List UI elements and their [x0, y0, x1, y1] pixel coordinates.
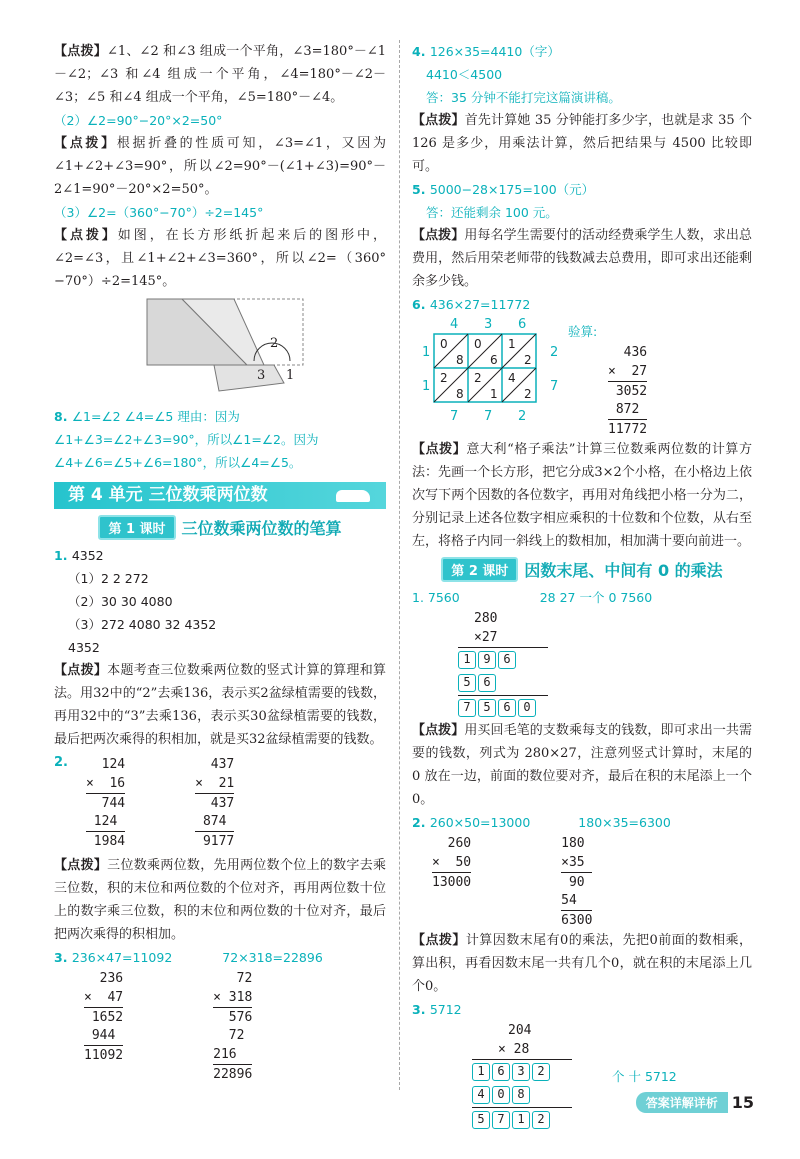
answer-line: （2）∠2=90°−20°×2=50° [54, 113, 223, 128]
lesson-header [54, 515, 386, 540]
lesson-header [412, 557, 752, 582]
answer-line: （1）2 2 272 [68, 571, 149, 586]
calc-row: 11772 [608, 419, 647, 438]
lesson-badge: 第 1 课时 [98, 515, 175, 540]
calc-row-boxed: 7 5 6 0 [458, 695, 548, 719]
calc-row-boxed: 4 0 8 [472, 1083, 572, 1107]
grid-top-digit: 6 [518, 317, 527, 332]
grid-bottom-digit: 2 [518, 409, 527, 422]
grid-bottom-digit: 7 [450, 409, 459, 422]
answer-line: 答：还能剩余 100 元。 [426, 205, 558, 220]
calc-row: 72 [213, 971, 253, 986]
vertical-calc [432, 834, 471, 929]
vertical-calc [458, 609, 752, 719]
grid-right-digit: 2 [550, 345, 559, 360]
column-divider [399, 40, 400, 1090]
tip-paragraph: 【点拨】首先计算她 35 分钟能打多少字，也就是求 35 个 126 是多少，用乘法计算，然后把结果与 4500 比较即可。 [412, 113, 752, 174]
calc-row: 6300 [561, 910, 592, 929]
grid-cell-digit: 4 [508, 371, 516, 385]
vertical-calc [472, 1021, 572, 1131]
calc-row-boxed: 5 6 [458, 671, 752, 695]
check-area [568, 320, 647, 438]
answer-line: （3）272 4080 32 4352 [68, 617, 217, 632]
grid-cell-digit: 0 [474, 337, 482, 351]
tip-paragraph: 【点拨】根据折叠的性质可知，∠3=∠1，又因为∠1+∠2+∠3=90°，所以∠2=90°－(∠1+∠3)=90°－2∠1=90°－20°×2=50°。 [54, 136, 386, 197]
page-number: 15 [731, 1093, 754, 1112]
answer-q5: 5. 5000−28×175=100（元） [412, 182, 595, 197]
unit-banner: 第 4 单元 三位数乘两位数 [54, 482, 386, 509]
calc-row: 744 [86, 793, 125, 812]
calc-row: 9177 [195, 831, 234, 850]
check-label: 验算: [568, 324, 598, 339]
calc-row: ×35 [561, 855, 585, 870]
answer-q9: 3. 5712 [412, 1002, 462, 1017]
angle-label-1: 1 [286, 368, 295, 383]
grid-top-digit: 4 [450, 317, 459, 332]
calc-row: 436 [608, 345, 648, 360]
calc-row: 54 [561, 893, 585, 908]
answer-q8: 8. ∠1=∠2 ∠4=∠5 理由：因为∠1+∠3=∠2+∠3=90°，所以∠1=∠2。因为∠4+∠6=∠5+∠6=180°，所以∠4=∠5。 [54, 409, 319, 470]
calc-row: 874 [195, 814, 235, 829]
q9-area [412, 1021, 752, 1131]
answer-q1: 1. 4352 [54, 548, 104, 563]
calc-row: 236 [84, 971, 124, 986]
calc-row: 260 [432, 836, 472, 851]
calc-row: 216 [213, 1047, 253, 1062]
vertical-calc [84, 969, 123, 1083]
grid-left-digit: 1 [422, 379, 431, 394]
tip-paragraph: 【点拨】用每名学生需要付的活动经费乘学生人数，求出总费用，然后用荣老师带的钱数减去总费用，即可求出还能剩余多少钱。 [412, 228, 752, 289]
calc-row: 437 [195, 757, 235, 772]
grid-cell-digit: 2 [524, 353, 532, 367]
calc-row: × 16 [85, 776, 126, 791]
grid-cell-digit: 8 [456, 387, 464, 401]
grid-cell-digit: 0 [440, 337, 448, 351]
calc-row: 3052 [608, 381, 647, 400]
calc-row: 124 [85, 757, 126, 772]
q8-verticals [412, 834, 752, 929]
calc-row: ×27 [474, 630, 498, 645]
calc-row: 124 [85, 814, 126, 829]
page-footer [636, 1092, 754, 1113]
vertical-calc [561, 834, 592, 929]
vertical-calc [608, 343, 647, 438]
answer-line: 答：35 分钟不能打完这篇演讲稿。 [426, 90, 621, 105]
angle-label-2: 2 [270, 336, 279, 351]
calc-row: 13000 [432, 872, 471, 891]
grid-bottom-digit: 7 [484, 409, 493, 422]
bus-icon [336, 490, 370, 502]
tip-paragraph: 【点拨】用买回毛笔的支数乘每支的钱数，即可求出一共需要的钱数，列式为 280×27，注意列竖式计算时，末尾的 0 放在一边，前面的数位要对齐，最后在积的末尾添上一个 0。 [412, 723, 752, 807]
calc-row: 437 [195, 793, 234, 812]
grid-left-digit: 1 [422, 345, 431, 360]
answer-q6: 6. 436×27=11772 [412, 297, 531, 312]
answer-line: （2）30 30 4080 [68, 594, 173, 609]
answer-q8: 2. 260×50=13000 180×35=6300 [412, 815, 671, 830]
calc-row: × 318 [213, 990, 253, 1005]
answer-line: 4352 [68, 640, 100, 655]
grid-cell-digit: 2 [474, 371, 482, 385]
calc-row: × 47 [84, 990, 124, 1005]
grid-cell-digit: 1 [508, 337, 516, 351]
grid-cell-digit: 6 [490, 353, 498, 367]
calc-row: × 27 [608, 364, 648, 379]
calc-row: 944 [84, 1028, 124, 1043]
q3-verticals [54, 969, 386, 1083]
calc-row: × 50 [432, 855, 472, 870]
q2-verticals: 2. 124 × 16 744 124 1984 437 × 21 437 874 9177 [54, 755, 235, 849]
calc-row: × 21 [195, 776, 235, 791]
calc-row: × 28 [498, 1042, 530, 1057]
vertical-calc [195, 755, 234, 850]
calc-row: 22896 [213, 1064, 252, 1083]
tip-paragraph: 【点拨】本题考查三位数乘两位数的竖式计算的算理和算法。用32中的“2”去乘136，表示买2盆绿植需要的钱数，再用32中的“3”去乘136，表示买30盆绿植需要的钱数，最后把两次乘得的积相加，就是买32盆绿植需要的钱数。 [54, 663, 386, 747]
tip-paragraph: 【点拨】∠1、∠2 和∠3 组成一个平角，∠3=180°－∠1－∠2；∠3 和∠4 组成一个平角，∠4=180°－∠2－∠3；∠5 和∠4 组成一个平角，∠5=180°－∠4。 [54, 44, 386, 105]
answer-line: （3）∠2=（360°−70°）÷2=145° [54, 205, 264, 220]
calc-row: 90 [561, 872, 592, 891]
calc-row: 872 [608, 402, 648, 417]
grid-cell-digit: 2 [524, 387, 532, 401]
answer-q3: 3. 236×47=11092 72×318=22896 [54, 950, 323, 965]
answer-q4: 4. 126×35=4410（字） [412, 44, 560, 59]
folded-paper-figure [54, 293, 386, 393]
grid-right-digit: 7 [550, 379, 559, 394]
grid-cell-digit: 8 [456, 353, 464, 367]
calc-row: 72 [213, 1028, 253, 1043]
q9-side-answer: 个 十 5712 [612, 1068, 677, 1084]
q6-area [412, 316, 752, 438]
lattice-multiplication-grid [412, 316, 562, 422]
calc-row: 11092 [84, 1045, 123, 1064]
grid-top-digit: 3 [484, 317, 493, 332]
calc-row: 280 [474, 611, 498, 626]
angle-label-3: 3 [257, 368, 266, 383]
lesson-title: 三位数乘两位数的笔算 [181, 519, 342, 538]
calc-row: 1984 [86, 831, 125, 850]
left-column [54, 40, 386, 1083]
footer-label: 答案详解详析 [636, 1092, 728, 1113]
answer-line: 4410＜4500 [426, 67, 503, 82]
calc-row-boxed: 1 9 6 [458, 647, 548, 671]
tip-paragraph: 【点拨】意大利“格子乘法”计算三位数乘两位数的计算方法：先画一个长方形，把它分成3×2个小格，在小格边上依次写下两个因数的各位数字，再用对角线把小格一分为二，分别记录上述各位数字相应乘积的十位数和个位数，从右至左，将格子内同一斜线上的数相加，相加满十要向前进一。 [412, 442, 752, 549]
calc-row: 180 [561, 836, 585, 851]
grid-cell-digit: 2 [440, 371, 448, 385]
grid-cell-digit: 1 [490, 387, 498, 401]
answer-q7: 1. 7560 28 27 一个 0 7560 [412, 590, 653, 605]
calc-row-boxed: 5 7 1 2 [472, 1107, 572, 1131]
vertical-calc [86, 755, 125, 850]
lesson-title: 因数末尾、中间有 0 的乘法 [524, 561, 723, 580]
tip-paragraph: 【点拨】三位数乘两位数，先用两位数个位上的数字去乘三位数，积的末位和两位数的个位对齐，再用两位数十位上的数字乘三位数，积的末位和两位数的十位对齐，最后把两次乘得的积相加。 [54, 858, 386, 942]
tip-paragraph: 【点拨】如图，在长方形纸折起来后的图形中，∠2=∠3，且∠1+∠2+∠3=360°，所以∠2=（360°−70°）÷2=145°。 [54, 228, 386, 289]
calc-row: 1652 [84, 1007, 123, 1026]
right-column [412, 40, 752, 1131]
calc-row: 204 [508, 1023, 532, 1038]
tip-paragraph: 【点拨】计算因数末尾有0的乘法，先把0前面的数相乘，算出积，再看因数末尾一共有几个0，就在积的末尾添上几个0。 [412, 933, 752, 994]
calc-row-boxed: 1 6 3 2 [472, 1059, 572, 1083]
lesson-badge: 第 2 课时 [441, 557, 518, 582]
vertical-calc [213, 969, 252, 1083]
calc-row: 576 [213, 1007, 252, 1026]
